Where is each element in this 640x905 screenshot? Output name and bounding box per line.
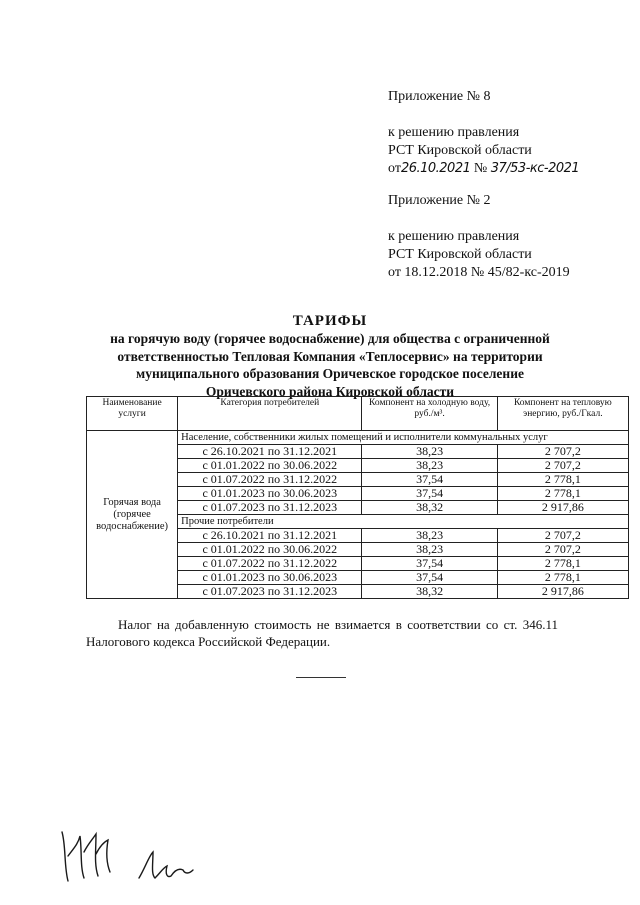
- cold-water-cell: 37,54: [362, 571, 497, 585]
- category-cell: Прочие потребители: [178, 515, 629, 529]
- header-category: Категория потребителей: [178, 397, 362, 431]
- heat-cell: 2 917,86: [497, 501, 628, 515]
- period-cell: с 01.07.2022 по 31.12.2022: [178, 557, 362, 571]
- heat-cell: 2 778,1: [497, 557, 628, 571]
- header-decision-2-block: [388, 228, 570, 282]
- heat-cell: 2 778,1: [497, 571, 628, 585]
- handwritten-number: 37/53-кс-2021: [490, 161, 580, 176]
- category-row-population: [87, 431, 629, 445]
- period-cell: с 26.10.2021 по 31.12.2021: [178, 445, 362, 459]
- cold-water-cell: 38,23: [362, 459, 497, 473]
- header-appendix-8-block: [388, 88, 491, 106]
- title-line-3: муниципального образования Оричевское городское поселение: [136, 366, 524, 381]
- heat-cell: 2 707,2: [497, 529, 628, 543]
- rst-1-label: РСТ Кировской области: [388, 143, 532, 158]
- period-cell: с 01.01.2023 по 30.06.2023: [178, 571, 362, 585]
- category-cell: Население, собственники жилых помещений и исполнители коммунальных услуг: [178, 431, 629, 445]
- handwritten-date: 26.10.2021: [400, 161, 471, 176]
- period-cell: с 01.07.2023 по 31.12.2023: [178, 501, 362, 515]
- handwritten-signature-1: [56, 826, 116, 886]
- number-sign: №: [473, 161, 488, 176]
- document-title: [70, 312, 590, 400]
- decision-1-date-line: [388, 160, 579, 178]
- vat-note-text: Налог на добавленную стоимость не взимается в соответствии со ст. 346.11 Налогового кодекса Российской Федерации.: [86, 617, 558, 649]
- appendix-2-label: Приложение № 2: [388, 193, 491, 208]
- heat-cell: 2 707,2: [497, 543, 628, 557]
- cold-water-cell: 38,23: [362, 445, 497, 459]
- title-line-1: на горячую воду (горячее водоснабжение) для общества с ограниченной: [110, 331, 550, 346]
- table-header-row: [87, 397, 629, 431]
- period-cell: с 01.07.2023 по 31.12.2023: [178, 585, 362, 599]
- heat-cell: 2 707,2: [497, 459, 628, 473]
- cold-water-cell: 37,54: [362, 473, 497, 487]
- from-prefix: от: [388, 161, 401, 176]
- separator-line: [296, 677, 346, 678]
- cold-water-cell: 38,32: [362, 585, 497, 599]
- heat-cell: 2 778,1: [497, 487, 628, 501]
- header-appendix-2-block: [388, 192, 491, 210]
- cold-water-cell: 37,54: [362, 487, 497, 501]
- period-cell: с 01.01.2022 по 30.06.2022: [178, 543, 362, 557]
- period-cell: с 26.10.2021 по 31.12.2021: [178, 529, 362, 543]
- rst-2-label: РСТ Кировской области: [388, 247, 532, 262]
- title-line-2: ответственностью Тепловая Компания «Теплосервис» на территории: [117, 348, 543, 364]
- period-cell: с 01.01.2022 по 30.06.2022: [178, 459, 362, 473]
- header-decision-1-block: [388, 124, 579, 178]
- appendix-8-label: Приложение № 8: [388, 89, 491, 104]
- header-heat: Компонент на тепловую энергию, руб./Гкал.: [497, 397, 628, 431]
- vat-note: [86, 616, 558, 650]
- tariffs-table: [86, 396, 629, 599]
- cold-water-cell: 37,54: [362, 557, 497, 571]
- decision-1-label: к решению правления: [388, 125, 520, 140]
- title-main: ТАРИФЫ: [292, 313, 368, 329]
- cold-water-cell: 38,23: [362, 529, 497, 543]
- period-cell: с 01.01.2023 по 30.06.2023: [178, 487, 362, 501]
- service-name-cell: Горячая вода (горячее водоснабжение): [87, 431, 178, 599]
- cold-water-cell: 38,23: [362, 543, 497, 557]
- title-line-4: Оричевского района Кировской области: [205, 383, 455, 399]
- cold-water-cell: 38,32: [362, 501, 497, 515]
- decision-2-date-line: от 18.12.2018 № 45/82-кс-2019: [388, 265, 570, 280]
- decision-2-label: к решению правления: [388, 229, 520, 244]
- handwritten-signature-2: [135, 848, 195, 882]
- heat-cell: 2 778,1: [497, 473, 628, 487]
- heat-cell: 2 917,86: [497, 585, 628, 599]
- header-service: Наименование услуги: [87, 397, 178, 431]
- header-cold-water: Компонент на холодную воду, руб./м³.: [362, 397, 497, 431]
- heat-cell: 2 707,2: [497, 445, 628, 459]
- period-cell: с 01.07.2022 по 31.12.2022: [178, 473, 362, 487]
